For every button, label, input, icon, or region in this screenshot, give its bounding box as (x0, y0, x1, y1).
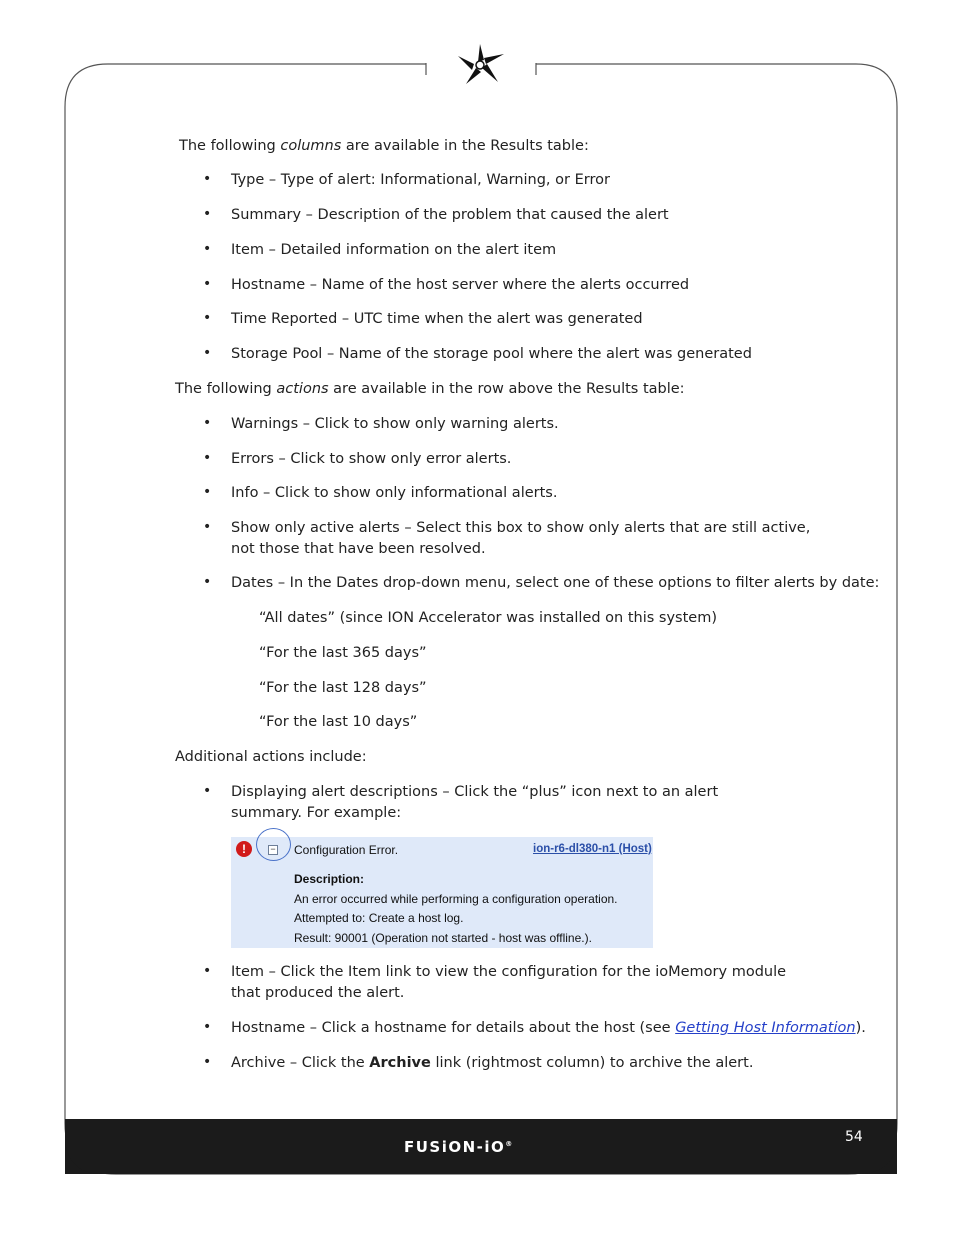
date-option-128: “For the last 128 days” (259, 680, 427, 696)
bullet: • (203, 276, 212, 292)
example-description-line: Result: 90001 (Operation not started - host was offline.). (294, 931, 592, 945)
date-option-all: “All dates” (since ION Accelerator was installed on this system) (259, 610, 717, 626)
bullet: • (203, 310, 212, 326)
bullet: • (203, 963, 212, 979)
date-option-365: “For the last 365 days” (259, 645, 427, 661)
column-item-type: Type – Type of alert: Informational, Warning, or Error (231, 172, 610, 188)
example-alert-screenshot (231, 837, 653, 948)
column-item-item: Item – Detailed information on the alert item (231, 242, 557, 258)
action-item-errors: Errors – Click to show only error alerts. (231, 451, 512, 467)
additional-item-archive: Archive – Click the Archive link (rightmost column) to archive the alert. (231, 1055, 754, 1071)
bullet: • (203, 345, 212, 361)
bullet: • (203, 519, 212, 535)
bullet: • (203, 415, 212, 431)
actions-intro: The following actions are available in the row above the Results table: (175, 381, 685, 397)
example-summary: Configuration Error. (294, 843, 399, 857)
bullet: • (203, 450, 212, 466)
bullet: • (203, 241, 212, 257)
getting-host-information-link[interactable]: Getting Host Information (675, 1020, 856, 1036)
additional-item-descriptions: Displaying alert descriptions – Click the “plus” icon next to an alert summary. For example: (231, 784, 719, 821)
fusion-star-logo-icon (452, 40, 508, 88)
column-item-hostname: Hostname – Name of the host server where the alerts occurred (231, 277, 690, 293)
additional-item-item: Item – Click the Item link to view the configuration for the ioMemory module that produced the alert. (231, 964, 787, 1001)
example-description-line: Attempted to: Create a host log. (294, 911, 464, 925)
column-item-time-reported: Time Reported – UTC time when the alert was generated (231, 311, 643, 327)
action-item-active-alerts: Show only active alerts – Select this box to show only alerts that are still active, not those that have been resolved. (231, 520, 811, 557)
page-number: 54 (845, 1129, 863, 1145)
date-option-10: “For the last 10 days” (259, 714, 418, 730)
column-item-storage-pool: Storage Pool – Name of the storage pool where the alert was generated (231, 346, 752, 362)
bullet: • (203, 171, 212, 187)
action-item-dates: Dates – In the Dates drop-down menu, select one of these options to filter alerts by date: (231, 575, 880, 591)
bullet: • (203, 484, 212, 500)
column-item-summary: Summary – Description of the problem that caused the alert (231, 207, 669, 223)
additional-item-hostname: Hostname – Click a hostname for details about the host (see Getting Host Information). (231, 1020, 866, 1036)
bullet: • (203, 206, 212, 222)
bullet: • (203, 1019, 212, 1035)
error-icon: ! (236, 841, 252, 857)
fusion-io-footer-logo: FUSiON-iO® (404, 1138, 514, 1156)
bullet: • (203, 1054, 212, 1070)
example-host-link[interactable]: ion-r6-dl380-n1 (Host) (533, 843, 652, 855)
columns-intro: The following columns are available in the Results table: (179, 138, 589, 154)
expand-plus-icon[interactable]: − (268, 845, 278, 855)
additional-heading: Additional actions include: (175, 749, 367, 765)
action-item-info: Info – Click to show only informational alerts. (231, 485, 558, 501)
action-item-warnings: Warnings – Click to show only warning alerts. (231, 416, 559, 432)
bullet: • (203, 783, 212, 799)
bullet: • (203, 574, 212, 590)
example-description-line: An error occurred while performing a configuration operation. (294, 892, 618, 906)
example-description-label: Description: (294, 872, 365, 886)
